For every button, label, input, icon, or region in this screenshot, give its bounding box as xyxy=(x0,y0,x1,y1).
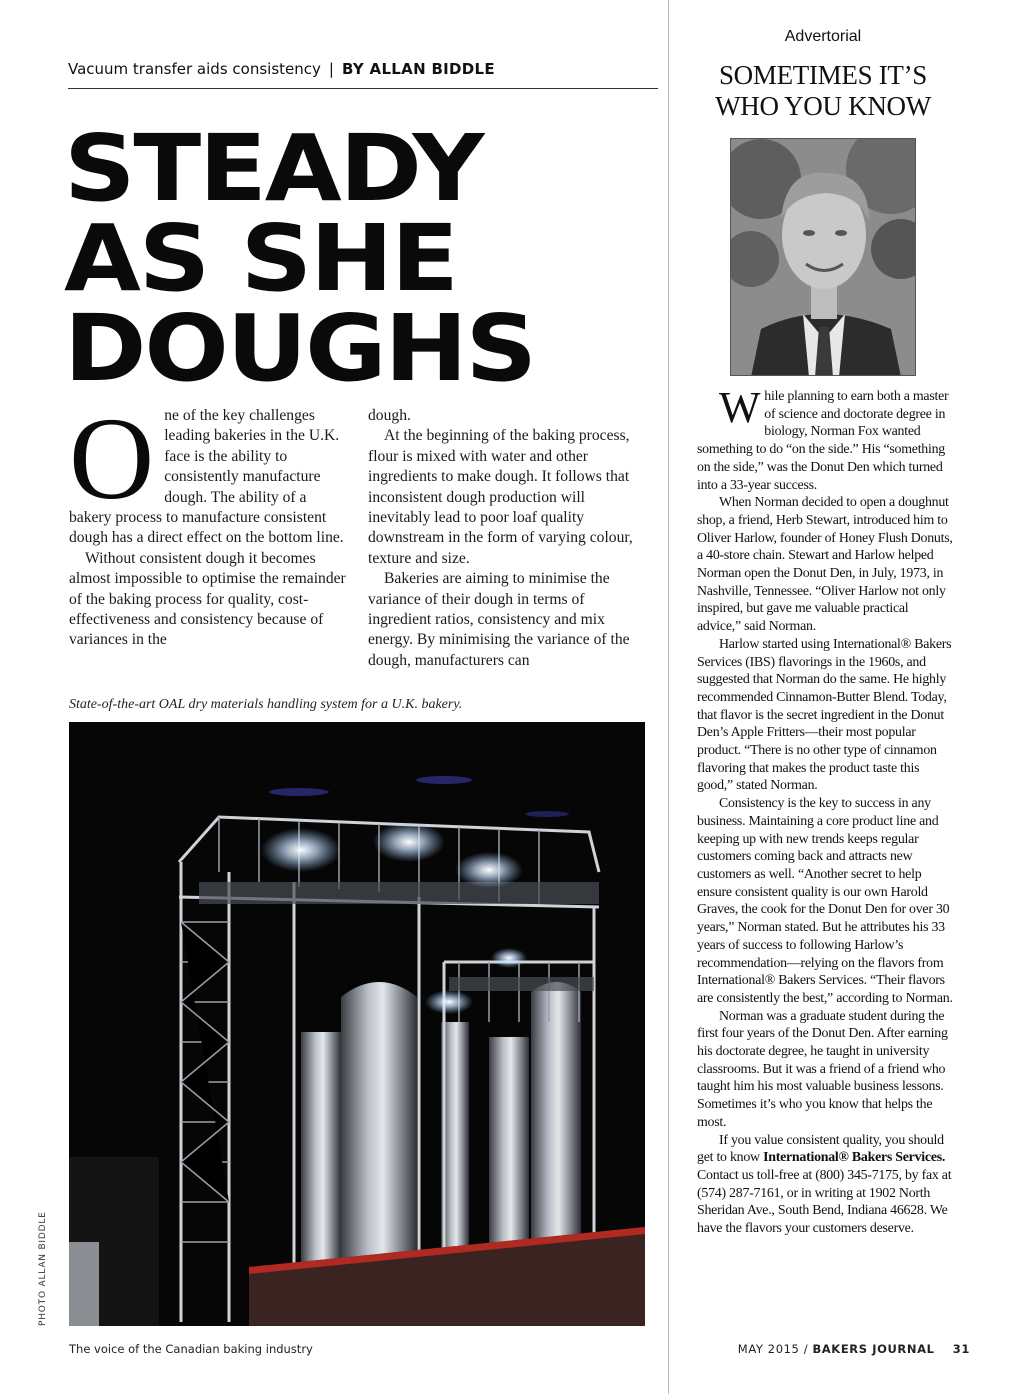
advertorial-paragraph xyxy=(697,383,953,494)
footer-magazine: BAKERS JOURNAL xyxy=(812,1342,935,1356)
article-paragraph: dough. xyxy=(368,407,411,424)
advertorial-paragraph xyxy=(697,1132,953,1238)
company-name: International® Bakers Services. xyxy=(763,1150,946,1166)
footer-issue: MAY 2015 / xyxy=(737,1342,809,1356)
paragraph-text: hile planning to earn both a master of science and doctorate degree in biology, Norman Fox wanted something to do “on the side.” His “something on the side,” was the Donut Den which turned into a 33-year success. xyxy=(697,389,949,493)
drop-cap: O xyxy=(69,393,155,524)
advertorial-title-line-1: SOMETIMES IT’S xyxy=(718,60,928,90)
article-kicker xyxy=(68,60,658,89)
photo-credit: PHOTO ALLAN BIDDLE xyxy=(38,1211,48,1326)
column-divider xyxy=(668,0,669,1394)
silo-photo xyxy=(69,722,645,1326)
advertorial-title xyxy=(680,60,966,122)
advertorial-body xyxy=(697,383,953,1238)
kicker-text: Vacuum transfer aids consistency xyxy=(68,60,321,78)
footer-folio xyxy=(738,1342,970,1356)
photo-caption: State-of-the-art OAL dry materials handling system for a U.K. bakery. xyxy=(69,697,463,712)
article-column-1 xyxy=(69,393,349,651)
advertorial-paragraph: Harlow started using International® Bakers Services (IBS) flavorings in the 1960s, and suggested that Norman do the same. He highly recommended Cinnamon-Butter Blend. Today, that flavor is the secret ingredient in the Donut Den’s Apple Fritters—their most popular product. “There is no other type of cinnamon flavoring that makes the product taste this good,” stated Norman. xyxy=(697,636,952,794)
article-paragraph: At the beginning of the baking process, flour is mixed with water and other ingredients to make dough. It follows that inconsistent dough production will inevitably lead to poor loaf quality downstream in the form of varying colour, texture and size. xyxy=(368,427,633,567)
article-paragraph: Without consistent dough it becomes almost impossible to optimise the remainder of the baking process for quality, cost-effectiveness and consistency because of variances in the xyxy=(69,549,346,649)
headline-line-2: AS SHE xyxy=(64,205,457,312)
byline: BY ALLAN BIDDLE xyxy=(341,60,495,78)
paragraph-text: ne of the key challenges leading bakeries in the U.K. face is the ability to consistently manufacture dough. The ability of a bakery process to manufacture consistent dough has a direct effect on the bottom line. xyxy=(69,407,344,547)
article-column-2 xyxy=(368,406,644,671)
contact-text: Contact us toll-free at (800) 345-7175, by fax at (574) 287-7161, or in writing at 1902 North Sheridan Ave., South Bend, Indiana 46628. We have the flavors your customers deserve. xyxy=(697,1167,952,1237)
footer-tagline: The voice of the Canadian baking industry xyxy=(69,1342,313,1356)
silo-photo-illustration xyxy=(69,722,645,1326)
advertorial-drop-cap: W xyxy=(719,383,761,432)
advertorial-paragraph: Consistency is the key to success in any business. Maintaining a core product line and keeping up with new trends keeps regular customers coming back and attracts new customers as well. “Another secret to help ensure consistent quality is our own Harold Graves, the cook for the Donut Den for over 30 years,” Norman stated. But he attributes his 33 years of success to following Harlow’s recommendation—relying on the flavors from International® Bakers Services. “Their flavors are consistently the best,” according to Norman. xyxy=(697,796,953,1006)
article-paragraph xyxy=(69,393,349,549)
headline-line-3: DOUGHS xyxy=(64,295,535,402)
headline-line-1: STEADY xyxy=(64,115,483,222)
advertorial-label: Advertorial xyxy=(784,28,862,45)
advertorial-paragraph: When Norman decided to open a doughnut shop, a friend, Herb Stewart, introduced him to Oliver Harlow, founder of Honey Flush Donuts, a 40-store chain. Stewart and Harlow helped Norman open the Donut Den, in July, 1973, in Nashville, Tennessee. “Oliver Harlow not only inspired, but gave me valuable practical advice,” said Norman. xyxy=(697,495,953,635)
advertorial-title-line-2: WHO YOU KNOW xyxy=(715,91,931,121)
paragraph-text: If you value consistent quality, you should get to know xyxy=(697,1132,944,1166)
portrait-illustration xyxy=(731,139,916,376)
headline xyxy=(64,115,712,402)
advertorial-paragraph: Norman was a graduate student during the first four years of the Donut Den. After earning his doctorate degree, he taught in university classrooms. But it was a friend of a friend who taught him his most valuable business lessons. Sometimes it’s who you know that helps the most. xyxy=(697,1008,948,1130)
page-number: 31 xyxy=(952,1342,970,1356)
portrait-photo xyxy=(730,138,916,376)
article-paragraph: Bakeries are aiming to minimise the variance of their dough in terms of ingredient ratios, consistency and mix energy. By minimising the variance of the dough, manufacturers can xyxy=(368,570,630,669)
kicker-separator: | xyxy=(328,60,334,78)
